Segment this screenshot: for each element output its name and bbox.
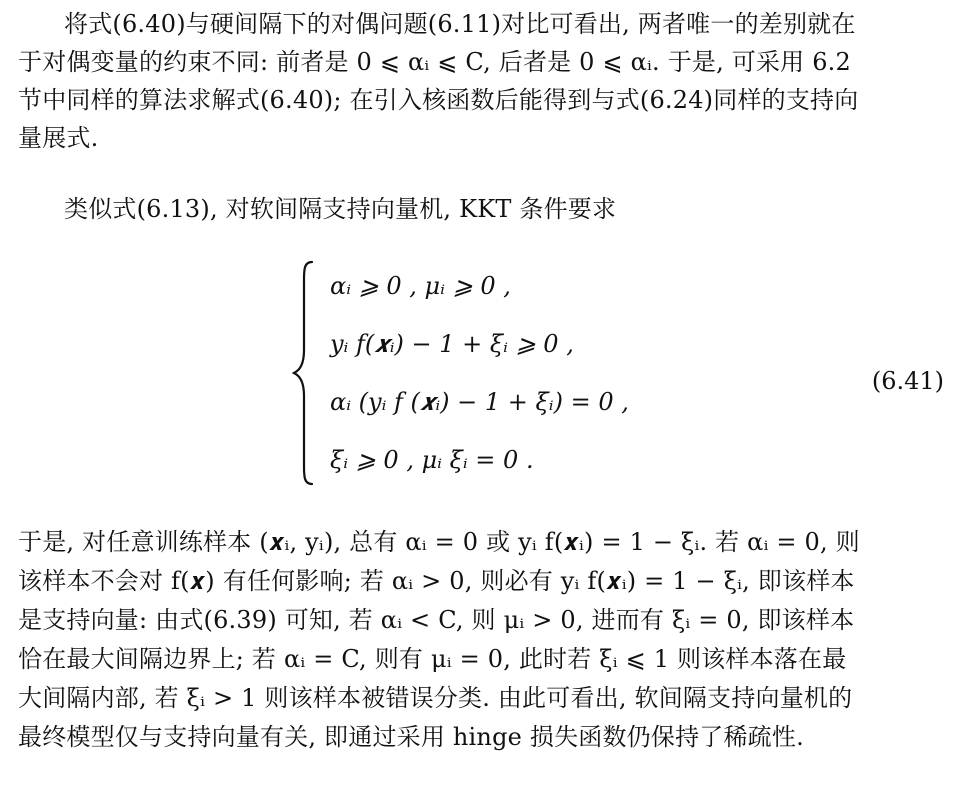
equation-row-4: ξᵢ ⩾ 0 , μᵢ ξᵢ = 0 . [330,446,534,474]
left-brace [292,258,316,488]
paragraph-3-line-1: 于是, 对任意训练样本 (𝒙ᵢ, yᵢ), 总有 αᵢ = 0 或 yᵢ f(𝒙ᵢ) = 1 − ξᵢ. 若 αᵢ = 0, 则 [18,528,860,556]
equation-row-3: αᵢ (yᵢ f (𝒙ᵢ) − 1 + ξᵢ) = 0 , [330,388,629,416]
paragraph-1-line-4: 量展式. [18,124,99,152]
paragraph-2-line: 类似式(6.13), 对软间隔支持向量机, KKT 条件要求 [64,195,617,223]
equation-row-2: yᵢ f(𝒙ᵢ) − 1 + ξᵢ ⩾ 0 , [330,330,574,358]
paragraph-3-line-2: 该样本不会对 f(𝒙) 有任何影响; 若 αᵢ > 0, 则必有 yᵢ f(𝒙ᵢ) = 1 − ξᵢ, 即该样本 [18,567,855,595]
kkt-condition-system [292,258,812,488]
paragraph-3-line-4: 恰在最大间隔边界上; 若 αᵢ = C, 则有 μᵢ = 0, 此时若 ξᵢ ⩽ 1 则该样本落在最 [18,645,847,673]
equation-number: (6.41) [871,367,944,395]
paragraph-3-line-6: 最终模型仅与支持向量有关, 即通过采用 hinge 损失函数仍保持了稀疏性. [18,723,804,751]
paragraph-3-line-5: 大间隔内部, 若 ξᵢ > 1 则该样本被错误分类. 由此可看出, 软间隔支持向量机的 [18,684,853,712]
paragraph-3-line-3: 是支持向量: 由式(6.39) 可知, 若 αᵢ < C, 则 μᵢ > 0, 进而有 ξᵢ = 0, 即该样本 [18,606,855,634]
paragraph-1-line-1: 将式(6.40)与硬间隔下的对偶问题(6.11)对比可看出, 两者唯一的差别就在 [64,10,856,38]
equation-row-1: αᵢ ⩾ 0 , μᵢ ⩾ 0 , [330,272,511,300]
paragraph-1-line-2: 于对偶变量的约束不同: 前者是 0 ⩽ αᵢ ⩽ C, 后者是 0 ⩽ αᵢ. 于是, 可采用 6.2 [18,48,851,76]
paragraph-1-line-3: 节中同样的算法求解式(6.40); 在引入核函数后能得到与式(6.24)同样的支持向 [18,86,859,114]
